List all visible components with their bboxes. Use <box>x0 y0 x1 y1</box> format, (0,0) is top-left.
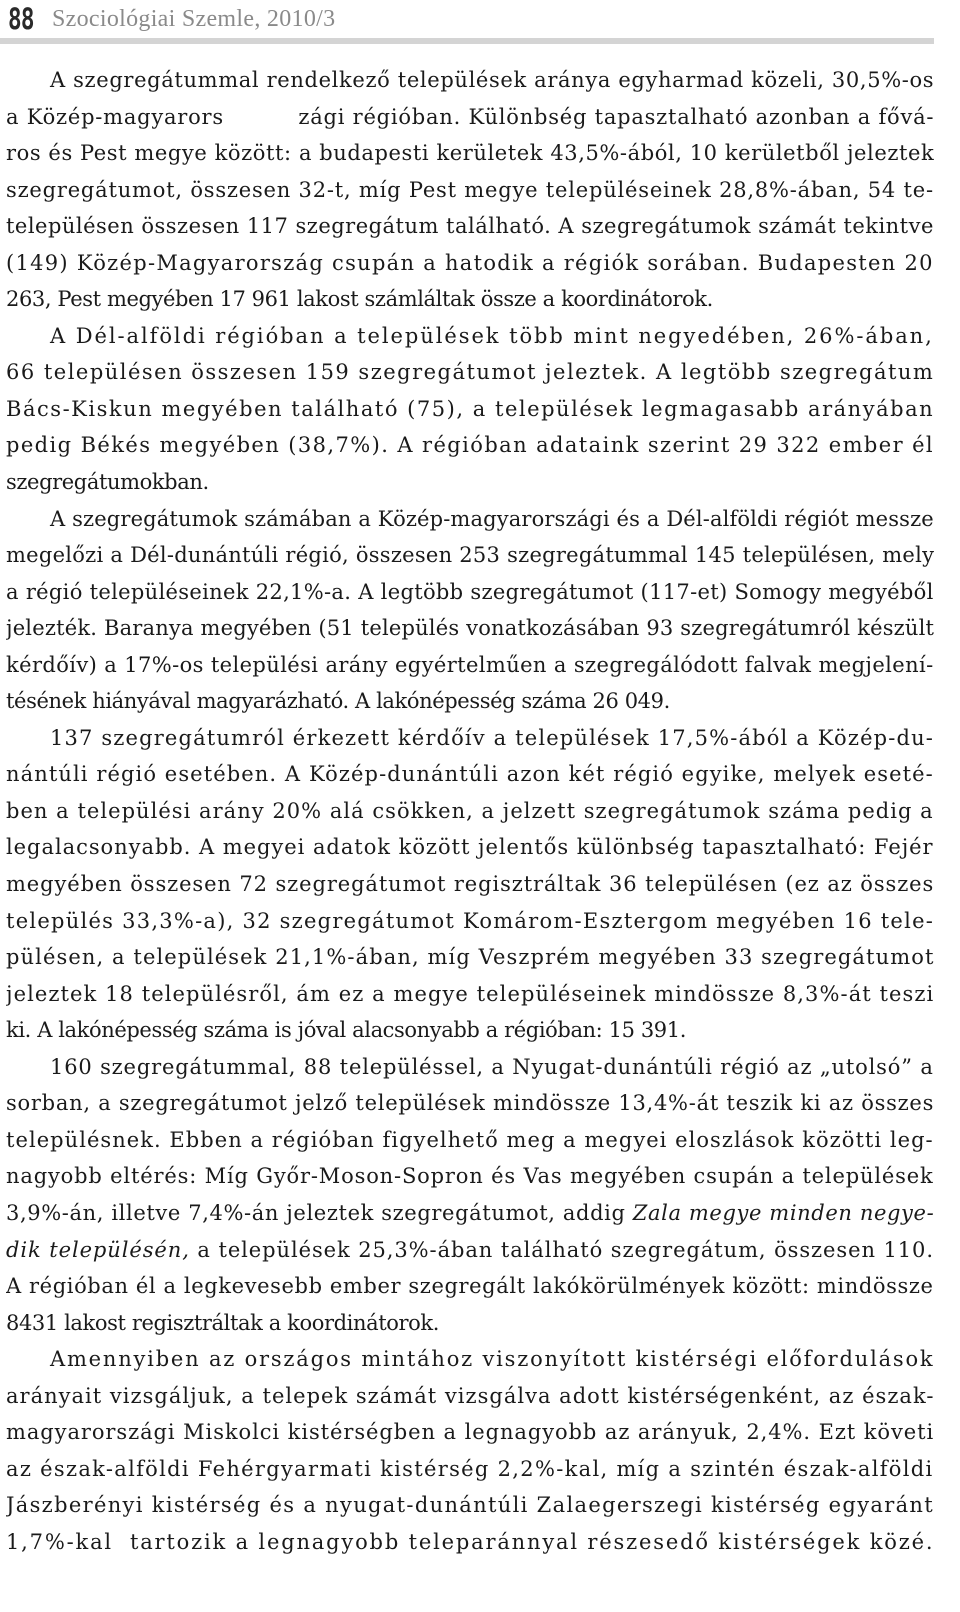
text-line <box>6 1232 934 1269</box>
text-line: Bács-Kiskun megyében található (75), a települések legmagasabb arányában <box>6 396 934 421</box>
text-line: a régió településeinek 22,1%-a. A legtöbb szegregátumot (117-et) Somogy megyéből <box>6 579 934 604</box>
article-body <box>6 62 934 1560</box>
text-line: pülésen, a települések 21,1%-ában, míg Veszprém megyében 33 szegregátumot <box>6 945 934 970</box>
text-line: ros és Pest megye között: a budapesti kerületek 43,5%-ából, 10 kerületből jeleztek <box>6 141 934 166</box>
italic-run: Zala megye minden negye- <box>632 1200 934 1225</box>
text-run: a települések 25,3%-ában található szegregátum, összesen 110. <box>189 1237 934 1262</box>
text-line: megelőzi a Dél-dunántúli régió, összesen 253 szegregátummal 145 településen, mely <box>6 543 934 568</box>
text-line: szegregátumokban. <box>6 470 209 495</box>
text-line: jeleztek 18 településről, ám ez a megye településeinek mindössze 8,3%-át teszi <box>6 981 934 1006</box>
text-line: településnek. Ebben a régióban figyelhető meg a megyei eloszlások közötti leg- <box>6 1127 934 1152</box>
text-line: Amennyiben az országos mintához viszonyított kistérségi előfordulások <box>50 1347 934 1372</box>
text-line: nántúli régió esetében. A Közép-dunántúli azon két régió egyike, melyek eseté- <box>6 762 934 787</box>
text-line: megyében összesen 72 szegregátumot regisztráltak 36 településen (ez az összes <box>6 872 934 897</box>
text-line: arányait vizsgáljuk, a telepek számát vizsgálva adott kistérségenként, az észak- <box>6 1383 934 1408</box>
text-line: A Dél-alföldi régióban a települések több mint negyedében, 26%-ában, <box>50 323 934 348</box>
text-line: pedig Békés megyében (38,7%). A régióban adataink szerint 29 322 ember él <box>6 433 934 458</box>
text-line: 66 településen összesen 159 szegregátumot jeleztek. A legtöbb szegregátum <box>6 360 934 385</box>
text-line: szegregátumot, összesen 32-t, míg Pest megye településeinek 28,8%-ában, 54 te- <box>6 177 934 202</box>
text-line: A szegregátummal rendelkező települések aránya egyharmad közeli, 30,5%-os <box>50 68 934 92</box>
text-line: 8431 lakost regisztráltak a koordinátorok. <box>6 1310 439 1335</box>
text-line: tésének hiányával magyarázható. A lakónépesség száma 26 049. <box>6 689 670 714</box>
text-line: a Közép-magyarors zági régióban. Különbség tapasztalható azonban a fővá- <box>6 104 934 129</box>
text-line: 1,7%-kal tartozik a legnagyobb teleparánnyal részesedő kistérségek közé. <box>6 1529 934 1554</box>
italic-run: dik településén, <box>6 1237 190 1262</box>
text-line: legalacsonyabb. A megyei adatok között jelentős különbség tapasztalható: Fejér <box>6 835 934 860</box>
page-number: 88 <box>8 2 34 36</box>
text-run: 3,9%-án, illetve 7,4%-án jeleztek szegregátumot, addig <box>6 1200 633 1225</box>
text-line: sorban, a szegregátumot jelző települések mindössze 13,4%-át teszik ki az összes <box>6 1091 934 1116</box>
text-line: (149) Közép-Magyarország csupán a hatodik a régiók sorában. Budapesten 20 <box>6 250 934 275</box>
running-header <box>0 0 960 38</box>
header-rule <box>0 38 934 44</box>
text-line: 137 szegregátumról érkezett kérdőív a települések 17,5%-ából a Közép-du- <box>50 725 934 750</box>
text-line: kérdőív) a 17%-os települési arány egyértelműen a szegregálódott falvak megjelení- <box>6 652 934 677</box>
text-line: A szegregátumok számában a Közép-magyarországi és a Dél-alföldi régiót messze <box>50 506 934 531</box>
text-line: magyarországi Miskolci kistérségben a legnagyobb az arányuk, 2,4%. Ezt követi <box>6 1420 934 1445</box>
text-line: jelezték. Baranya megyében (51 település vonatkozásában 93 szegregátumról készült <box>6 616 934 641</box>
text-line: településen összesen 117 szegregátum található. A szegregátumok számát tekintve <box>6 214 934 239</box>
text-line: az észak-alföldi Fehérgyarmati kistérség 2,2%-kal, míg a szintén észak-alföldi <box>6 1456 934 1481</box>
text-line: nagyobb eltérés: Míg Győr-Moson-Sopron és Vas megyében csupán a települések <box>6 1164 934 1189</box>
text-line: Jászberényi kistérség és a nyugat-dunántúli Zalaegerszegi kistérség egyaránt <box>6 1493 934 1518</box>
text-line: település 33,3%-a), 32 szegregátumot Komárom-Esztergom megyében 16 tele- <box>6 908 934 933</box>
text-line: ki. A lakónépesség száma is jóval alacsonyabb a régióban: 15 391. <box>6 1018 686 1043</box>
text-line: 263, Pest megyében 17 961 lakost számláltak össze a koordinátorok. <box>6 287 713 312</box>
text-line: 160 szegregátummal, 88 településsel, a Nyugat-dunántúli régió az „utolsó” a <box>50 1054 934 1079</box>
text-line: A régióban él a legkevesebb ember szegregált lakókörülmények között: mindössze <box>6 1274 934 1299</box>
journal-title: Szociológiai Szemle, 2010/3 <box>52 6 336 32</box>
text-line: ben a települési arány 20% alá csökken, a jelzett szegregátumok száma pedig a <box>6 798 934 823</box>
text-line <box>6 1195 934 1232</box>
